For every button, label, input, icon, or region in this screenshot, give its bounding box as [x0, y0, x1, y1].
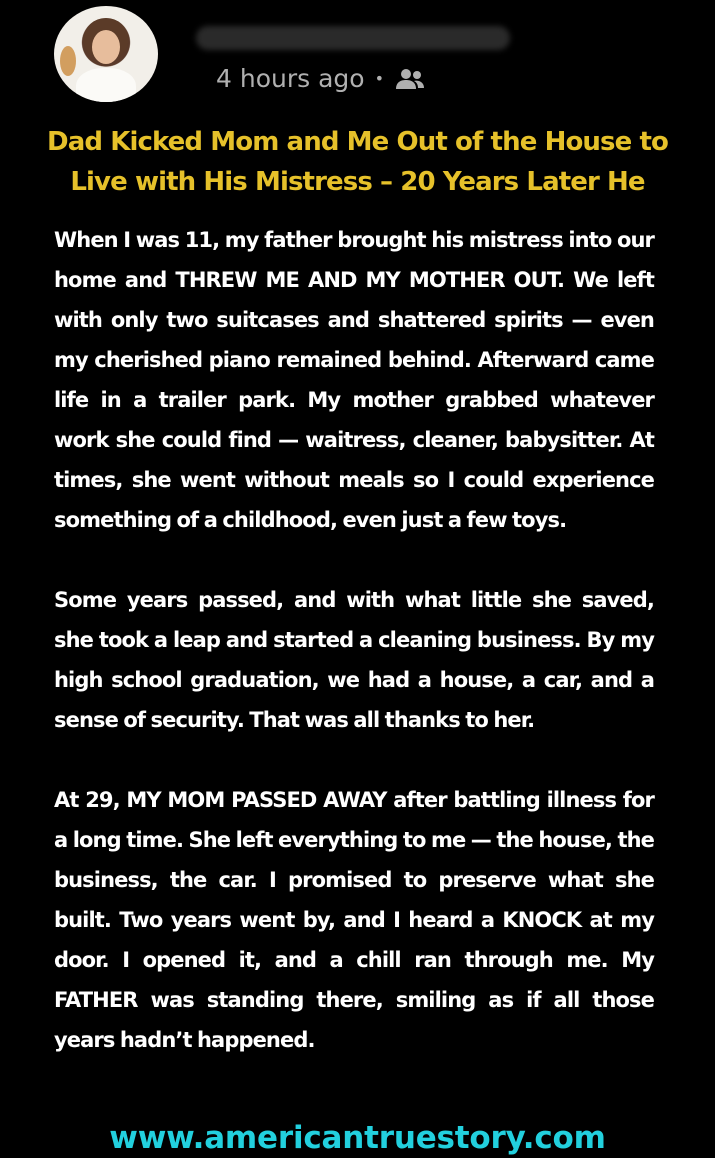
avatar-background-plant [60, 46, 76, 76]
post-meta [216, 64, 426, 93]
headline-line: Live with His Mistress – 20 Years Later He [70, 167, 645, 197]
story-paragraph: When I was 11, my father brought his mistress into our home and THREW ME AND MY MOTHER OUT. We left with only two suitcases and shattered spirits — even my cherished piano remained behind. Afterward came life in a trailer park. My mother grabbed whatever work she could find — waitress, cleaner, babysitter. At times, she went without meals so I could experience something of a childhood, even just a few toys. [54, 228, 654, 532]
headline-line: Dad Kicked Mom and Me Out of the House to [47, 127, 668, 157]
author-name[interactable] [196, 26, 510, 50]
author-avatar[interactable] [54, 6, 158, 102]
post-timestamp[interactable]: 4 hours ago [216, 64, 365, 93]
meta-separator: • [374, 69, 385, 88]
group-icon[interactable] [394, 67, 426, 91]
post-headline[interactable] [20, 122, 695, 202]
story-paragraph: At 29, MY MOM PASSED AWAY after battling illness for a long time. She left everything to me — the house, the business, the car. I promised to preserve what she built. Two years went by, and I heard a KNOCK at my door. I opened it, and a chill ran through me. My FATHER was standing there, smiling as if all those years hadn’t happened. [54, 788, 654, 1052]
story-body [54, 220, 654, 1100]
avatar-shirt [76, 68, 136, 102]
avatar-face [92, 30, 120, 64]
source-url[interactable]: www.americantruestory.com [109, 1120, 606, 1156]
story-paragraph: Some years passed, and with what little she saved, she took a leap and started a cleaning business. By my high school graduation, we had a house, a car, and a sense of security. That was all thanks to her. [54, 588, 654, 732]
post-header [0, 0, 715, 110]
